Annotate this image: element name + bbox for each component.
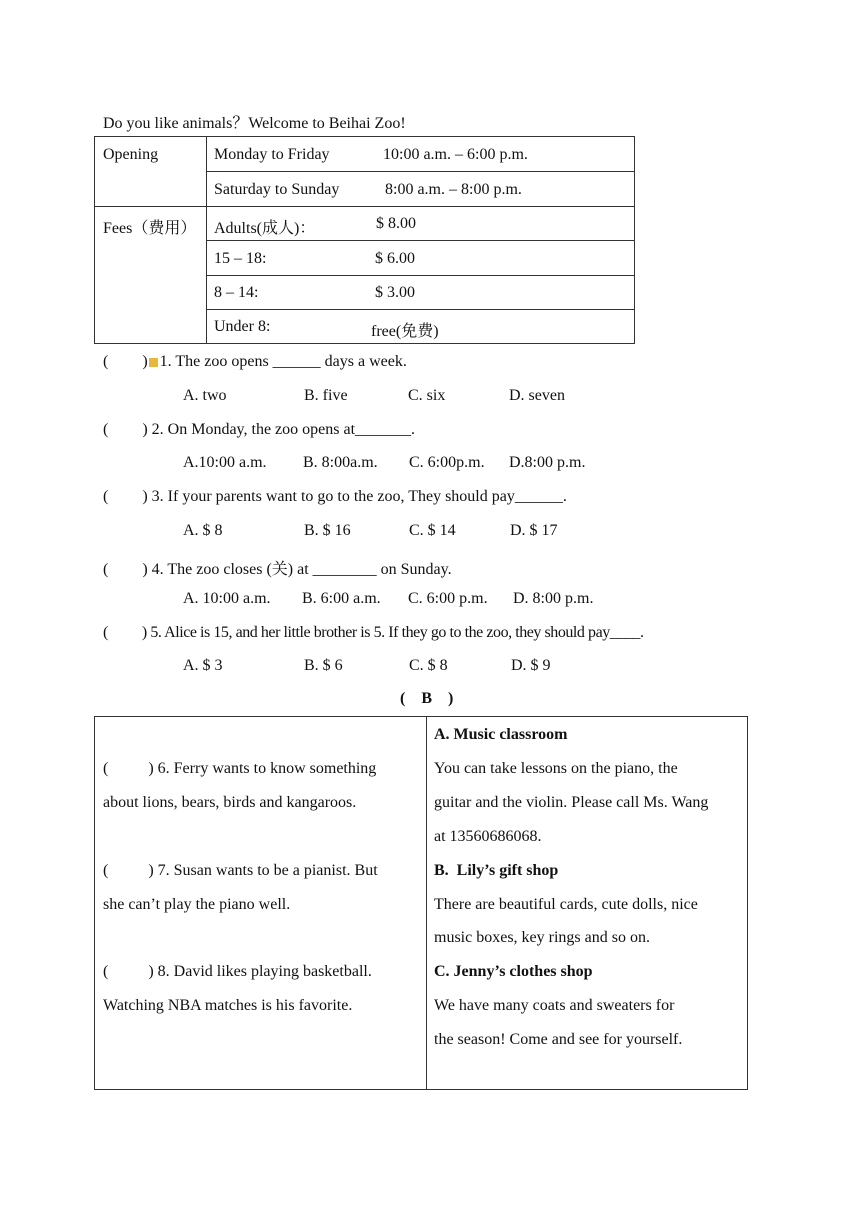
ad-c-line: We have many coats and sweaters for	[434, 997, 675, 1014]
ad-a-title: A. Music classroom	[434, 726, 568, 743]
answer-blank-close: )	[142, 561, 148, 578]
answer-blank-open[interactable]: (	[103, 421, 109, 438]
option-c: C. $ 14	[409, 522, 456, 539]
question-1	[103, 353, 407, 371]
answer-blank-close: )	[142, 353, 148, 370]
option-d: D. seven	[509, 387, 565, 404]
question-text: 4. The zoo closes (关) at ________ on Sunday.	[151, 561, 452, 578]
answer-blank-open[interactable]: (	[103, 561, 109, 578]
section-heading: ( B )	[400, 690, 454, 707]
match-question-7-cont: she can’t play the piano well.	[103, 896, 291, 913]
fee-group: 8 – 14:	[214, 284, 259, 301]
opening-days: Saturday to Sunday	[214, 181, 340, 198]
match-question-6-cont: about lions, bears, birds and kangaroos.	[103, 794, 357, 811]
row-divider	[206, 275, 634, 276]
option-b: B. $ 16	[304, 522, 351, 539]
answer-blank-open[interactable]: (	[103, 624, 108, 641]
option-d: D. 8:00 p.m.	[513, 590, 594, 607]
question-5	[103, 624, 644, 642]
question-1-options	[183, 387, 783, 407]
question-text: 2. On Monday, the zoo opens at_______.	[151, 421, 416, 438]
fees-label: Fees（费用）	[103, 220, 197, 237]
match-question-8: ( ) 8. David likes playing basketball.	[103, 963, 372, 980]
option-d: D. $ 9	[511, 657, 551, 674]
question-text: 1. The zoo opens ______ days a week.	[159, 353, 407, 370]
answer-blank-open[interactable]: (	[103, 353, 109, 370]
option-a: A. 10:00 a.m.	[183, 590, 271, 607]
match-question-7: ( ) 7. Susan wants to be a pianist. But	[103, 862, 378, 879]
zoo-info-table	[94, 136, 635, 344]
ad-a-line: You can take lessons on the piano, the	[434, 760, 678, 777]
fee-group: Under 8:	[214, 318, 271, 335]
fee-group: Adults(成人)：	[214, 220, 316, 237]
fee-price: free(免费)	[371, 323, 439, 340]
option-a: A. $ 3	[183, 657, 223, 674]
option-a: A. $ 8	[183, 522, 223, 539]
fee-group: 15 – 18:	[214, 250, 267, 267]
option-b: B. $ 6	[304, 657, 343, 674]
row-divider	[206, 309, 634, 310]
option-b: B. 6:00 a.m.	[302, 590, 381, 607]
question-3	[103, 488, 567, 506]
answer-blank-close: )	[142, 421, 148, 438]
note-marker-icon	[149, 358, 158, 367]
ad-b-line: music boxes, key rings and so on.	[434, 929, 650, 946]
match-question-8-cont: Watching NBA matches is his favorite.	[103, 997, 353, 1014]
option-d: D.8:00 p.m.	[509, 454, 586, 471]
ad-a-line: at 13560686068.	[434, 828, 542, 845]
option-a: A.10:00 a.m.	[183, 454, 267, 471]
row-divider	[206, 171, 634, 172]
row-divider	[95, 206, 634, 207]
ad-c-title: C. Jenny’s clothes shop	[434, 963, 593, 980]
fee-price: $ 3.00	[375, 284, 415, 301]
option-b: B. 8:00a.m.	[303, 454, 378, 471]
question-5-options	[183, 657, 783, 677]
passage-intro: Do you like animals？Welcome to Beihai Zoo!	[103, 115, 406, 132]
answer-blank-close: )	[142, 488, 148, 505]
option-c: C. 6:00p.m.	[409, 454, 485, 471]
opening-days: Monday to Friday	[214, 146, 330, 163]
ad-b-title: B. Lily’s gift shop	[434, 862, 559, 879]
answer-blank-open[interactable]: (	[103, 488, 109, 505]
question-text: 3. If your parents want to go to the zoo, They should pay______.	[151, 488, 567, 505]
question-2-options	[183, 454, 783, 474]
ad-b-line: There are beautiful cards, cute dolls, nice	[434, 896, 698, 913]
fee-price: $ 6.00	[375, 250, 415, 267]
fee-price: $ 8.00	[376, 215, 416, 232]
option-c: C. $ 8	[409, 657, 448, 674]
question-3-options	[183, 522, 783, 542]
ad-c-line: the season! Come and see for yourself.	[434, 1031, 683, 1048]
question-text: 5. Alice is 15, and her little brother is 5. If they go to the zoo, they should pay____.	[150, 624, 644, 641]
question-4-options	[183, 590, 783, 610]
question-2	[103, 421, 415, 439]
option-c: C. 6:00 p.m.	[408, 590, 488, 607]
option-a: A. two	[183, 387, 227, 404]
answer-blank-close: )	[141, 624, 147, 641]
option-d: D. $ 17	[510, 522, 558, 539]
ad-a-line: guitar and the violin. Please call Ms. Wang	[434, 794, 709, 811]
opening-label: Opening	[103, 146, 159, 163]
question-4	[103, 556, 452, 579]
match-question-6: ( ) 6. Ferry wants to know something	[103, 760, 377, 777]
opening-hours: 10:00 a.m. – 6:00 p.m.	[383, 146, 528, 163]
matching-table	[94, 716, 748, 1090]
table-divider	[426, 717, 427, 1089]
option-b: B. five	[304, 387, 348, 404]
opening-hours: 8:00 a.m. – 8:00 p.m.	[385, 181, 522, 198]
row-divider	[206, 240, 634, 241]
option-c: C. six	[408, 387, 446, 404]
